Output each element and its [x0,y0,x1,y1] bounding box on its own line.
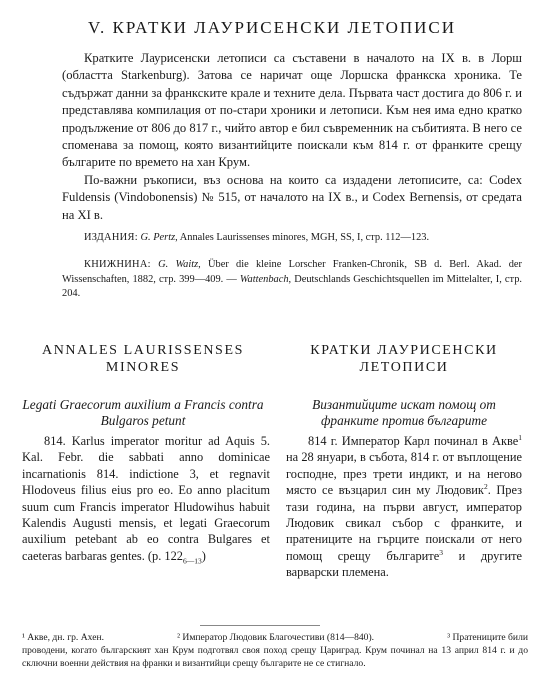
footnote-ref-3: 3 [439,547,443,557]
literature-block [62,258,522,302]
footnote-3-continuation: проводени, когато българският хан Крум подготвял своя поход срещу Цариград. Крум починал на 13 април 814 г. и до сключни военни действия на франки и византийци срещу българите не се стигнало. [22,644,528,669]
intro-paragraph-2: По-важни ръкописи, въз основа на които са издадени летописите, са: Codex Fuldensis (Vindobonensis) № 515, от началото на IX в., и Codex Bernensis, от средата на XI в. [62,172,522,222]
latin-text [22,433,270,564]
footnote-ref-1: 1 [518,432,522,442]
latin-subtitle: Legati Graecorum auxilium a Francis contra Bulgaros petunt [22,397,264,428]
footnote-3: ³ Пратениците били [447,632,528,643]
latin-page-lines: 6—13 [183,556,202,566]
intro-paragraph-1: Кратките Лаурисенски летописи са съставени в началото на IX в. в Лорш (областта Starkenburg). Затова се наричат още Лоршска франкска хроника. Те съдържат данни за франкските крале и техните дела. Първата част достига до 806 г. и представлява компилация от по-стари хроники и летописи. Към нея има едно кратко продължение от 806 до 817 г., чийто автор е бил съвременник на събитията. В него се споменава за помощ, която византийците поискали към 814 г. от франките срещу българите по времето на хан Крум. [62,51,522,170]
footnote-2: ² Император Людовик Благочестиви (814—840). [177,632,375,643]
bulgarian-subtitle: Византийците искат помощ от франките против българите [312,397,496,428]
footnote-rule [200,625,320,626]
literature-label: КНИЖНИНА: [84,259,151,270]
chapter-title: V. КРАТКИ ЛАУРИСЕНСКИ ЛЕТОПИСИ [87,18,457,37]
editions-label: ИЗДАНИЯ: [84,232,138,243]
footnote-1: ¹ Акве, дн. гр. Ахен. [22,632,105,643]
latin-body: 814. Karlus imperator moritur ad Aquis 5. Kal. Febr. die sabbati anno dominicae incarnationis 814. indictione 3, et regnavit Hlodoveus filius eius pro eo. Eo anno placitum suum cum Francis imperator Hludowihus habuit Kalendis Augusti mensis, et legati Graecorum auxilium petebant ab eo contra Bulgares et caeteras barbaras gentes. (p. 122 [22,434,270,563]
bg-text-3: . През тази година, на първи август, император Людовик свикал събор с франките, и пратениците на гърците поискали от него помощ срещу българите [286,483,523,563]
bg-text-1: 814 г. Император Карл починал в Акве [308,434,519,448]
introduction [62,50,522,224]
latin-close: ) [201,548,206,563]
footnotes [22,632,528,670]
bulgarian-heading: КРАТКИ ЛАУРИСЕНСКИ ЛЕТОПИСИ [310,343,498,375]
editions-block [62,231,522,246]
bulgarian-text [286,433,522,581]
bg-text-4: и другите варварски племена. [286,548,522,580]
footnote-ref-2: 2 [483,482,488,492]
literature-text: G. Waitz, Über die kleine Lorscher Franken-Chronik, SB d. Berl. Akad. der Wissenschaften, 1882, стр. 399—409. — Wattenbach, Deutschlands Geschichtsquellen im Mittelalter, I, стр. 204. [62,259,522,300]
latin-heading: ANNALES LAURISSENSES MINORES [42,343,244,375]
editions-text: G. Pertz, Annales Laurissenses minores, MGH, SS, I, стр. 112—123. [140,232,430,243]
bg-text-2: на 28 януари, в събота, 814 г. от въплощение господне, през трети индикт, и на негово място се възцарил син му Людовик [286,450,522,498]
